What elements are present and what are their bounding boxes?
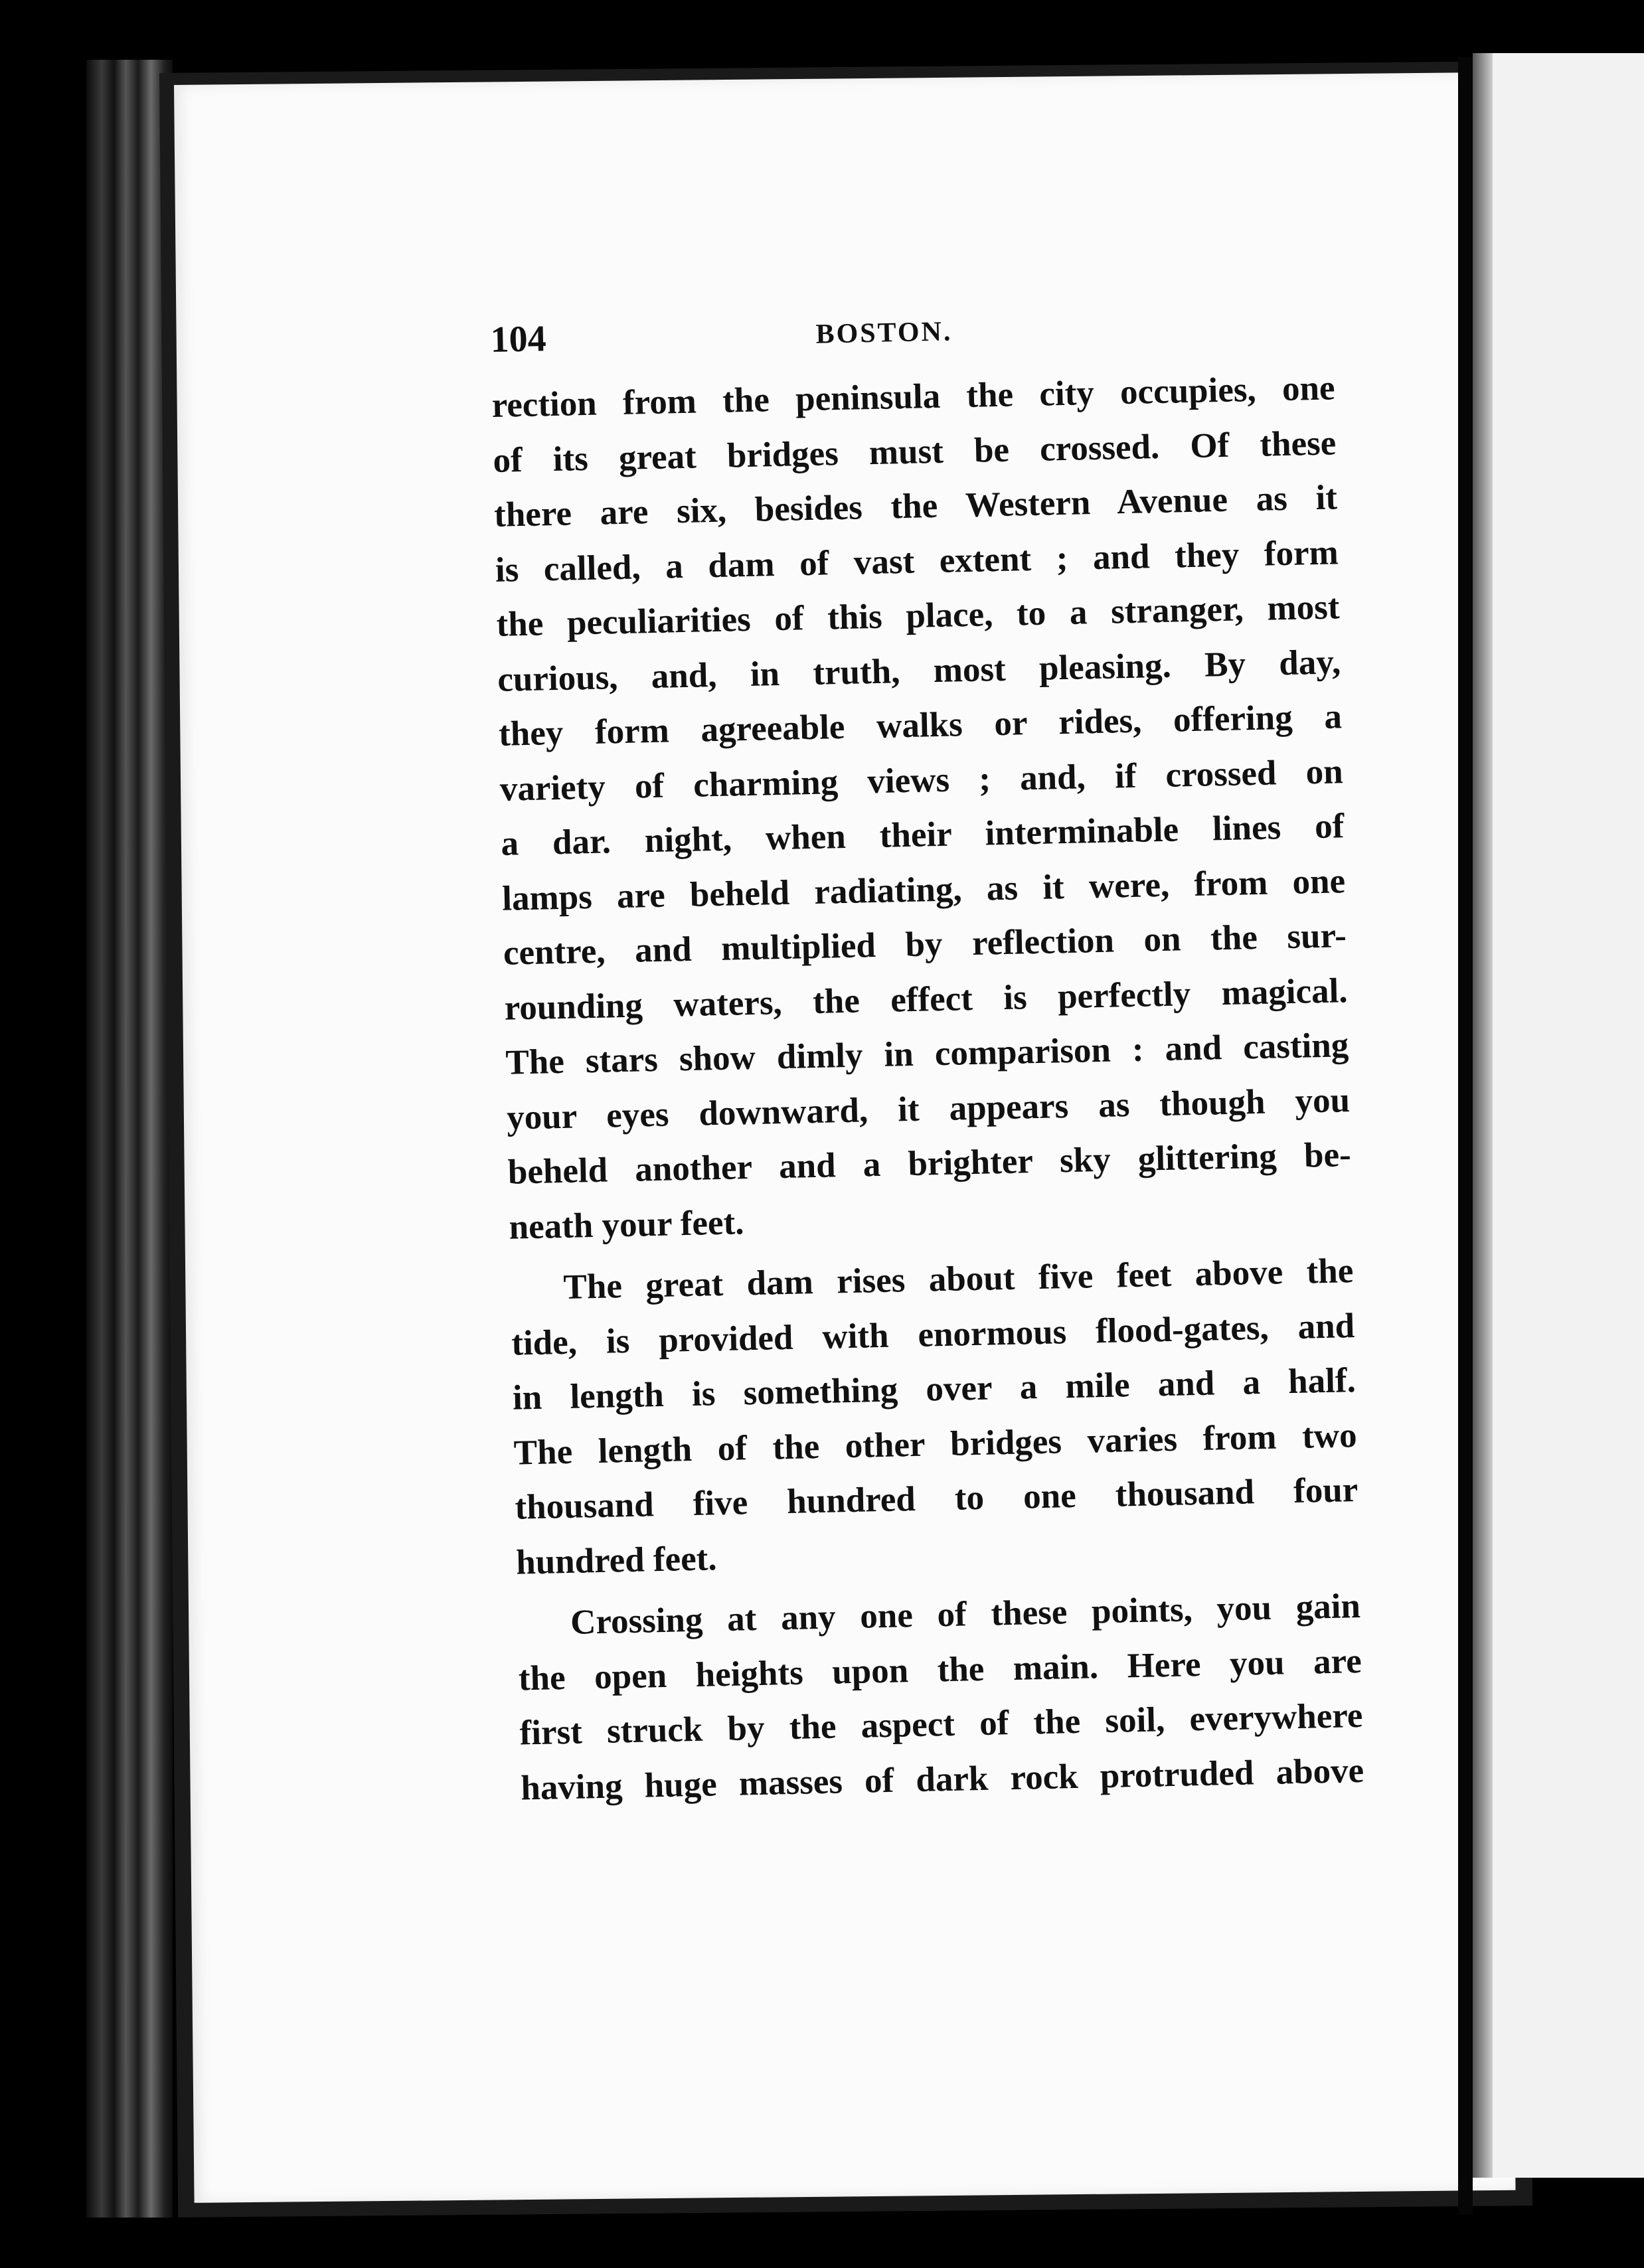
text-line: is called, a dam of vast extent ; and they form [495, 532, 1339, 590]
text-line: your eyes downward, it appears as though you [506, 1080, 1351, 1137]
page-number: 104 [490, 318, 547, 361]
paragraph-1 [491, 361, 1353, 1254]
text-line: of its great bridges must be crossed. Of these [492, 423, 1337, 480]
text-line: thousand five hundred to one thousand four [514, 1471, 1358, 1527]
text-line: variety of charming views ; and, if crossed on [499, 752, 1344, 809]
paragraph-3 [517, 1579, 1364, 1816]
book-spine-edge [86, 60, 173, 2218]
running-title: BOSTON. [815, 316, 953, 350]
text-line: The stars show dimly in comparison : and casting [505, 1026, 1349, 1082]
text-line: the peculiarities of this place, to a stranger, most [496, 588, 1340, 644]
text-line: Crossing at any one of these points, you gain [570, 1586, 1361, 1642]
text-line: beheld another and a brighter sky glittering be- [507, 1135, 1352, 1192]
facing-page-shadow [1473, 53, 1493, 2178]
text-line: a dar. night, when their interminable lines of [500, 807, 1345, 863]
text-line: neath your feet. [509, 1202, 744, 1247]
text-line: centre, and multiplied by reflection on the sur- [503, 916, 1347, 973]
text-line: The length of the other bridges varies from two [513, 1416, 1358, 1473]
text-line: having huge masses of dark rock protruded above [520, 1751, 1364, 1808]
text-line: rection from the peninsula the city occupies, one [491, 368, 1336, 425]
text-line: in length is something over a mile and a half. [512, 1361, 1356, 1418]
text-line: the open heights upon the main. Here you are [518, 1641, 1362, 1698]
text-line: lamps are beheld radiating, as it were, from one [501, 861, 1346, 918]
text-line: tide, is provided with enormous flood-gates, and [511, 1306, 1355, 1363]
book-gutter [1458, 57, 1473, 2215]
paragraph-2 [510, 1244, 1360, 1589]
text-line: first struck by the aspect of the soil, everywhere [519, 1696, 1363, 1753]
text-line: rounding waters, the effect is perfectly magical. [504, 971, 1349, 1028]
facing-page [1473, 53, 1644, 2178]
text-line: curious, and, in truth, most pleasing. By day, [497, 642, 1341, 699]
text-line: they form agreeable walks or rides, offering a [498, 697, 1343, 754]
text-line: there are six, besides the Western Avenue as it [493, 478, 1338, 534]
text-line: The great dam rises about five feet above the [562, 1252, 1354, 1307]
text-line: hundred feet. [515, 1538, 718, 1582]
page-content [490, 301, 1364, 1815]
